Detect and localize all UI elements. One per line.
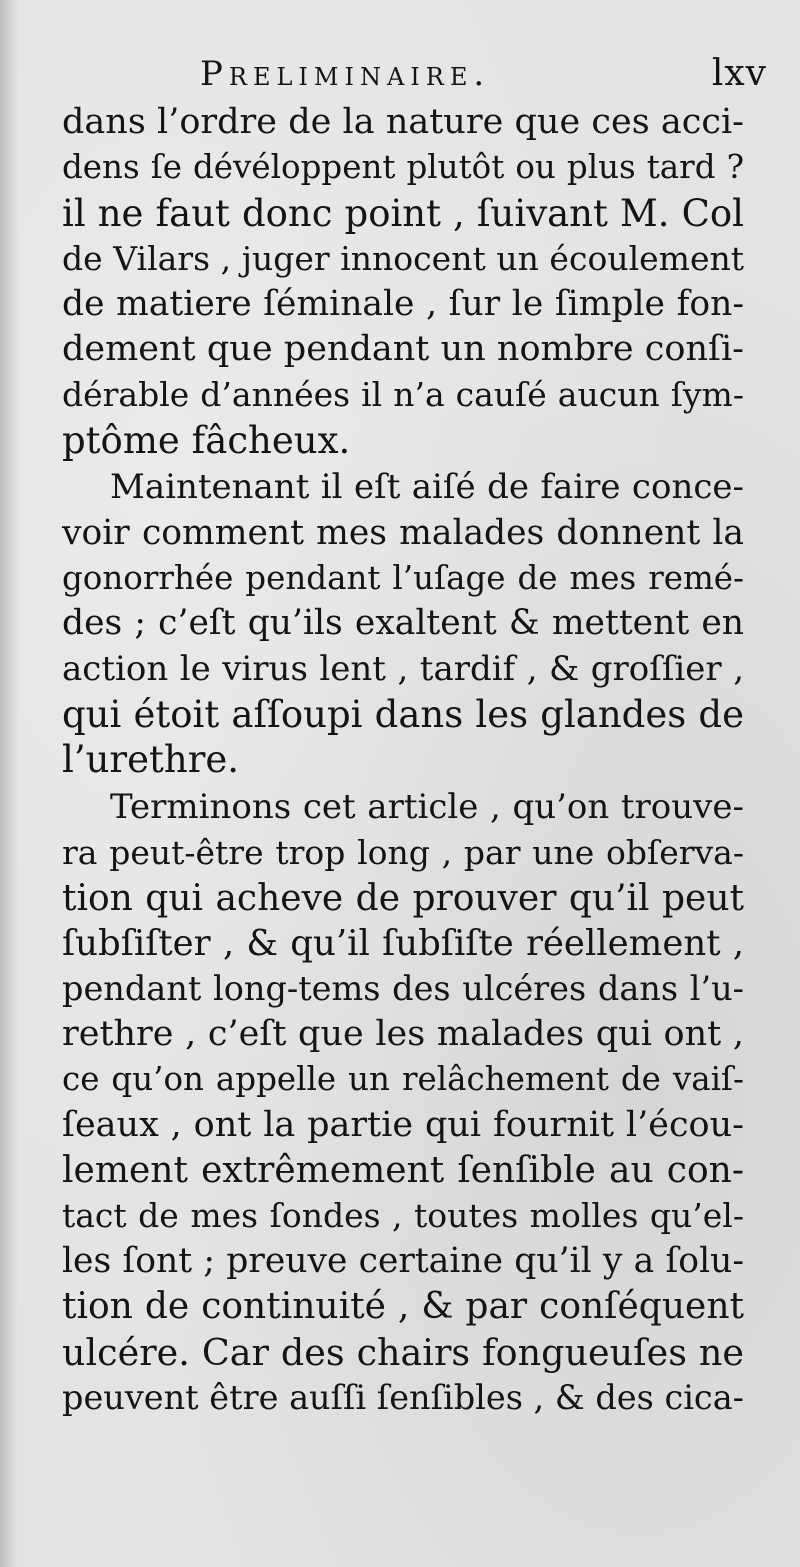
text-line: tact de mes ſondes , toutes molles qu’el-: [62, 1196, 744, 1236]
text-line: les ſont ; preuve certaine qu’il y a ſolu-: [62, 1240, 744, 1281]
body-text: [62, 100, 744, 1420]
text-line: lement extrêmement ſenſible au con-: [62, 1149, 744, 1191]
paragraph-2: [62, 465, 744, 783]
paragraph-3: [62, 785, 744, 1420]
text-line: tion de continuité , & par conſéquent: [62, 1286, 744, 1328]
text-line: de Vilars , juger innocent un écoulement: [62, 239, 744, 279]
text-line: l’urethre.: [62, 738, 240, 782]
text-line: ce qu’on appelle un relâchement de vaiſ-: [62, 1060, 744, 1099]
text-line: ulcére. Car des chairs fongueuſes ne: [62, 1330, 744, 1374]
text-line: des ; c’eſt qu’ils exaltent & mettent en: [62, 603, 744, 644]
running-head-title: Preliminaire.: [200, 54, 491, 94]
text-line: qui étoit aſſoupi dans les glandes de: [62, 693, 744, 737]
text-line: tion qui acheve de prouver qu’il peut: [62, 877, 744, 919]
text-line: voir comment mes malades donnent la: [62, 512, 744, 553]
page-number: lxv: [711, 53, 767, 94]
text-line: ſubſiſter , & qu’il ſubſiſte réellement ,: [62, 923, 744, 965]
text-line: ſeaux , ont la partie qui fournit l’écou-: [62, 1104, 744, 1145]
text-line: peuvent être auſſi ſenſibles , & des cica-: [62, 1377, 744, 1417]
text-line: ptôme fâcheux.: [62, 418, 351, 462]
text-line: rethre , c’eſt que les malades qui ont ,: [62, 1013, 744, 1054]
paragraph-1: [62, 100, 744, 463]
text-line: Terminons cet article , qu’on trouve-: [110, 786, 744, 827]
text-line: il ne faut donc point , ſuivant M. Col: [62, 191, 744, 235]
text-line: pendant long-tems des ulcéres dans l’u-: [62, 969, 744, 1009]
text-line: action le virus lent , tardif , & groſſier ,: [62, 648, 744, 689]
text-line: gonorrhée pendant l’uſage de mes remé-: [62, 558, 744, 597]
text-line: dans l’ordre de la nature que ces acci-: [62, 102, 744, 142]
text-line: dérable d’années il n’a cauſé aucun ſym-: [62, 375, 744, 415]
text-line: dens ſe dévéloppent plutôt ou plus tard ?: [62, 148, 744, 187]
text-line: dement que pendant un nombre conſi-: [62, 328, 744, 369]
page-edge-shadow: [0, 0, 18, 1567]
text-line: de matiere ſéminale , ſur le ſimple fon-: [62, 283, 744, 324]
running-head: [62, 52, 767, 96]
text-line: Maintenant il eſt aiſé de faire conce-: [110, 467, 744, 508]
text-line: ra peut-être trop long , par une obſerva-: [62, 833, 744, 873]
